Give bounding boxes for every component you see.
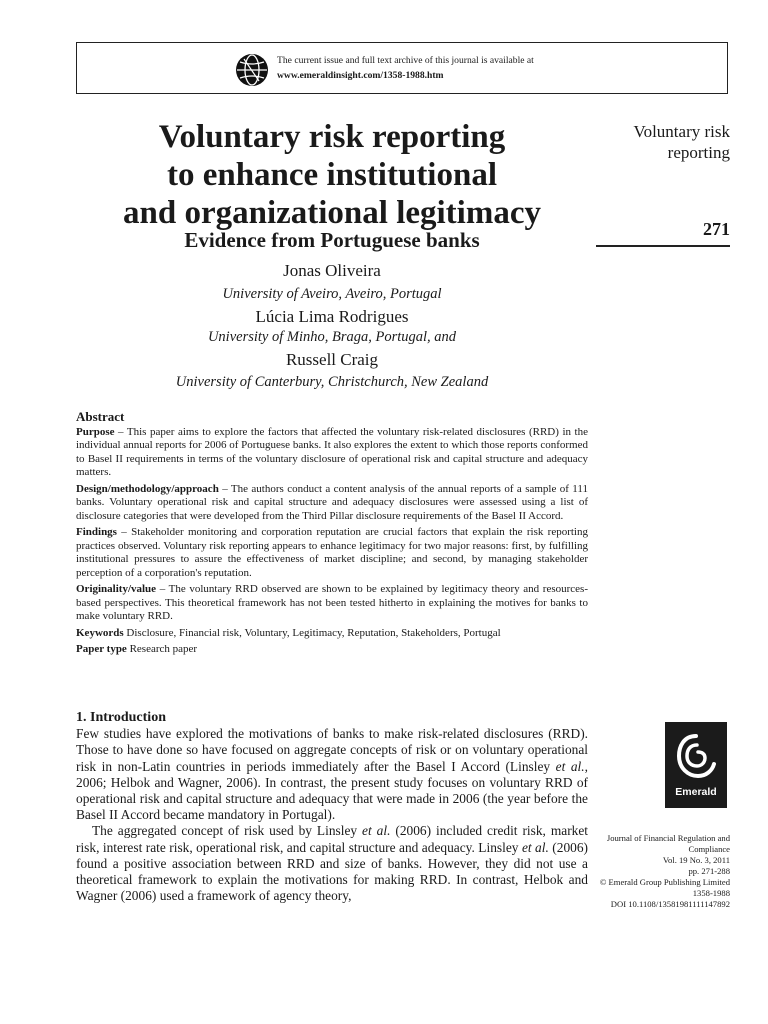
findings-text: – Stakeholder monitoring and corporation reputation are crucial factors that explain the risk reporting practices observed. Voluntary risk reporting appears to enhance legitimacy for two major reasons: first, by fulfilling institutional pressures to assure the effectiveness of market discipline; and second, by managing stakeholder perception of a corporation's reputation. <box>76 526 588 579</box>
intro-text: Few studies have explored the motivations of banks to make risk-related disclosures (RRD). Those to have done so have focused on aggregate concepts of risk or on voluntary operational risk in non-Latin countries in periods immediately after the Basel I Accord (Linsley <box>76 726 588 774</box>
keywords-text: Disclosure, Financial risk, Voluntary, Legitimacy, Reputation, Stakeholders, Portugal <box>123 626 501 639</box>
intro-paragraph-1 <box>76 726 588 823</box>
journal-line: Journal of Financial Regulation and <box>606 833 730 843</box>
logo-wordmark: Emerald <box>675 786 717 798</box>
abstract-heading: Abstract <box>76 409 125 424</box>
abstract-purpose <box>76 426 588 480</box>
design-text: – The authors conduct a content analysis of the annual reports of a sample of 111 banks. Voluntary operational risk and capital structure and adequacy disclosures were assessed using a list of disclosure categories that were developed from the Third Pillar disclosure requirements of the Basel II Accord. <box>76 482 588 522</box>
keywords-label: Keywords <box>76 626 124 639</box>
abstract-design <box>76 483 588 524</box>
abstract-section <box>76 410 588 660</box>
paper-title <box>76 118 588 232</box>
journal-doi: DOI 10.1108/13581981111147892 <box>610 899 730 909</box>
journal-line: Compliance <box>688 844 730 854</box>
author-name-1: Jonas Oliveira <box>283 261 381 280</box>
paper-type-text: Research paper <box>126 643 198 655</box>
author-affiliation-2: University of Minho, Braga, Portugal, and <box>207 329 457 345</box>
notice-text <box>277 53 534 83</box>
running-head <box>634 121 731 163</box>
author-name-3: Russell Craig <box>285 350 379 369</box>
abstract-keywords <box>76 627 588 641</box>
intro-italic: et al. <box>555 758 585 774</box>
intro-italic: et al. <box>521 839 549 855</box>
intro-text: The aggregated concept of risk used by Linsley <box>92 823 363 839</box>
running-head-line-1: Voluntary risk <box>633 122 730 141</box>
introduction-section <box>76 710 588 904</box>
intro-text: , 2006; Helbok and Wagner, 2006). In contrast, the present study focuses on voluntary RRD of operational risk and capital structure and adequacy that were made in 2006 (the year before the Basel II Accord became mandatory in Portugal). <box>76 758 588 823</box>
introduction-heading: 1. Introduction <box>76 710 166 725</box>
journal-line: Vol. 19 No. 3, 2011 <box>662 855 730 865</box>
journal-line: pp. 271-288 <box>688 866 730 876</box>
journal-line: 1358-1988 <box>692 888 730 898</box>
journal-info <box>590 833 730 910</box>
title-line-2: to enhance institutional <box>166 157 498 193</box>
emerald-swirl-icon <box>676 732 716 780</box>
title-line-1: Voluntary risk reporting <box>158 119 506 155</box>
running-head-line-2: reporting <box>667 143 730 162</box>
author-name-2: Lúcia Lima Rodrigues <box>255 307 409 326</box>
margin-rule <box>596 245 730 247</box>
paper-type-label: Paper type <box>76 643 127 655</box>
author-affiliation-3: University of Canterbury, Christchurch, New Zealand <box>175 374 489 390</box>
abstract-findings <box>76 526 588 580</box>
design-label: Design/methodology/approach <box>76 482 219 495</box>
paper-subtitle: Evidence from Portuguese banks <box>184 228 480 252</box>
intro-italic: et al. <box>362 823 391 839</box>
originality-text: – The voluntary RRD observed are shown to be explained by legitimacy theory and resources-based perspectives. This theoretical framework has not been tested hitherto in explaining the motives for banks to make voluntary RRD. <box>76 583 588 622</box>
journal-availability-notice <box>76 42 728 94</box>
journal-line: © Emerald Group Publishing Limited <box>599 877 730 887</box>
abstract-originality <box>76 583 588 624</box>
globe-icon <box>235 53 269 87</box>
title-line-3: and organizational legitimacy <box>123 195 541 231</box>
emerald-logo <box>665 722 727 808</box>
intro-paragraph-2 <box>76 823 588 904</box>
author-affiliation-1: University of Aveiro, Aveiro, Portugal <box>222 286 442 302</box>
intro-text: (2006) found a positive association between RRD and size of banks. However, they did not use a theoretical framework to explain the motivations for making RRD. In contrast, Helbok and Wagner (2006) used a framework of agency theory, <box>76 839 588 904</box>
findings-label: Findings <box>76 526 117 538</box>
originality-label: Originality/value <box>76 583 157 595</box>
page-number: 271 <box>703 219 730 239</box>
abstract-paper-type <box>76 643 588 657</box>
notice-line: The current issue and full text archive of this journal is available at <box>277 55 534 66</box>
purpose-text: – This paper aims to explore the factors that affected the voluntary risk-related disclosures (RRD) in the individual annual reports for 2006 of Portuguese banks. It also explores the extent to which those reports conformed to Basel II requirements in terms of the voluntary disclosure of operational risk and capital structure and adequacy matters. <box>76 425 588 478</box>
purpose-label: Purpose <box>76 425 115 438</box>
intro-text: (2006) included credit risk, market risk, interest rate risk, operational risk, and capital structure and adequacy. Linsley <box>76 823 589 855</box>
journal-url-link[interactable]: www.emeraldinsight.com/1358-1988.htm <box>277 70 444 81</box>
